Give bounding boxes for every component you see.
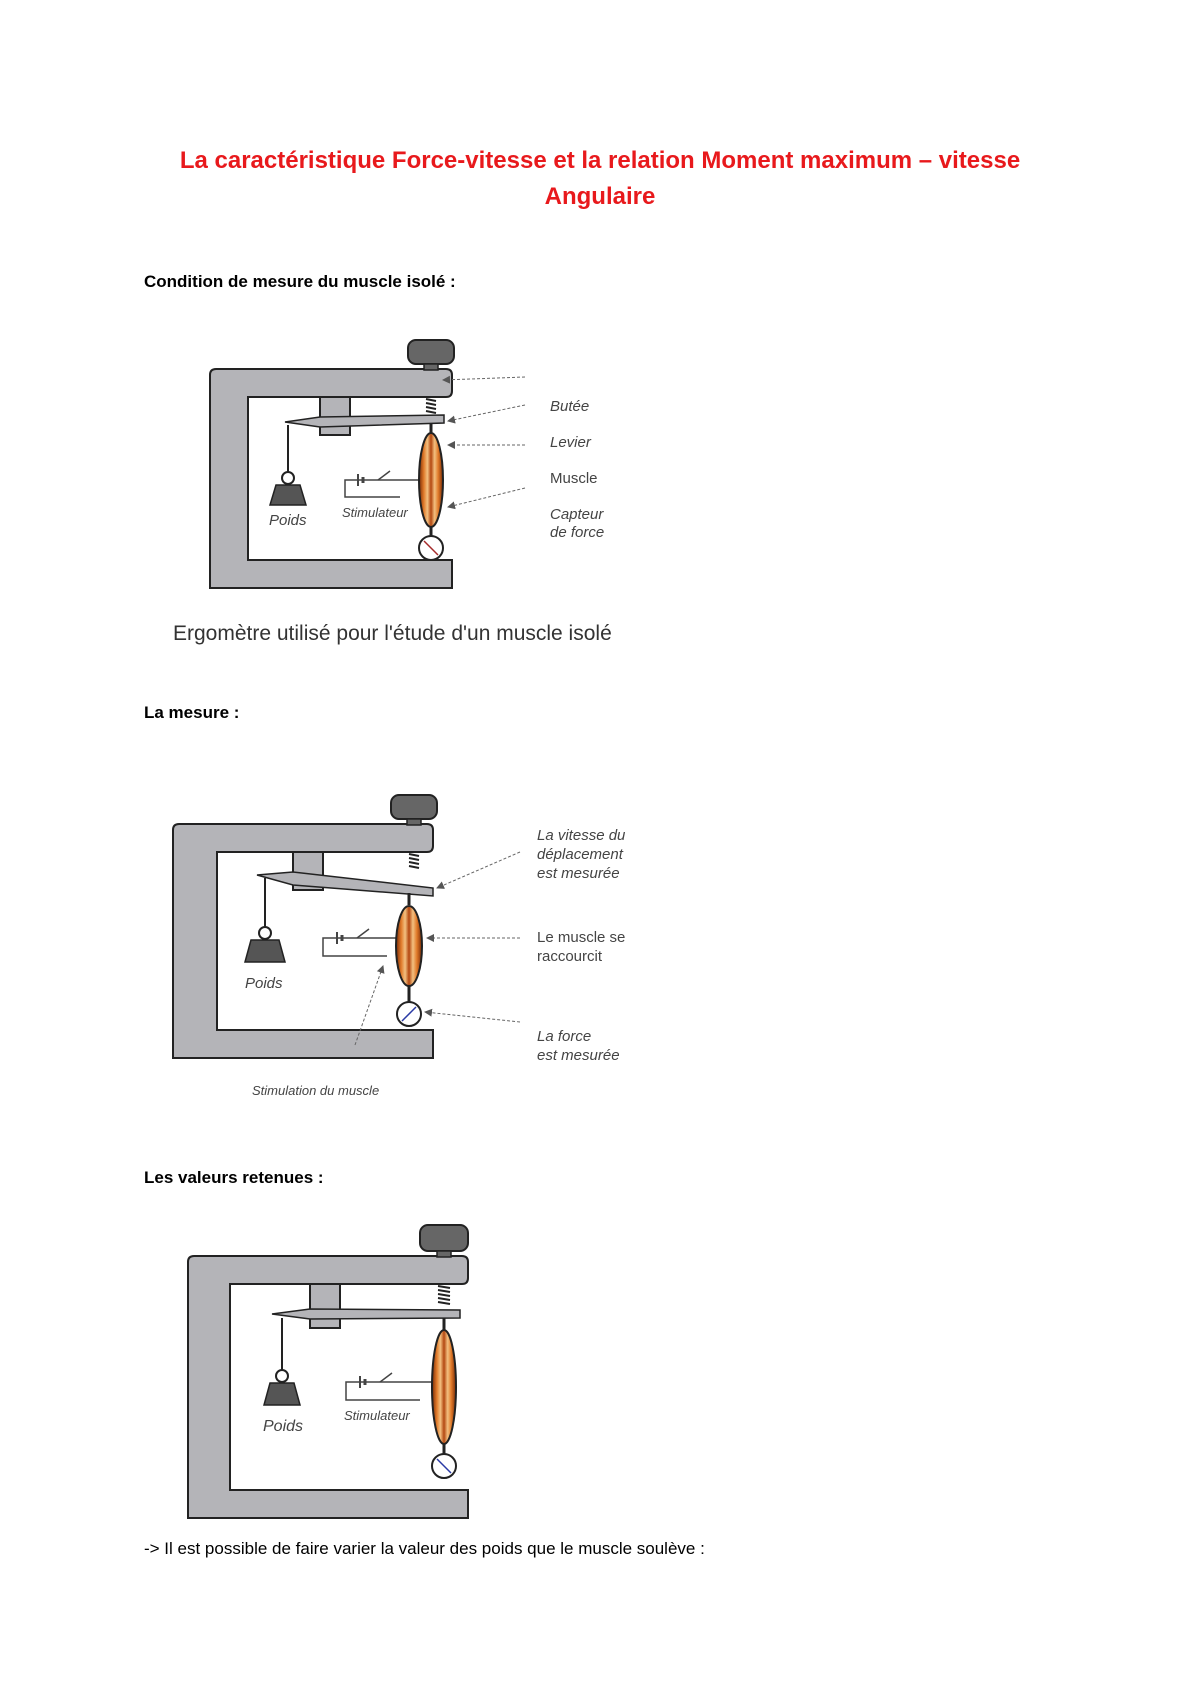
label-force-2: est mesurée xyxy=(537,1047,620,1064)
label-stimulateur: Stimulateur xyxy=(342,505,408,520)
label-muscle-1: Le muscle se xyxy=(537,929,626,946)
ergometer-diagram-values xyxy=(180,1222,480,1532)
label-stimulateur-3: Stimulateur xyxy=(344,1408,410,1423)
label-muscle: Muscle xyxy=(550,470,598,487)
label-stimulation: Stimulation du muscle xyxy=(252,1083,380,1098)
ergometer-diagram-measurement xyxy=(165,790,685,1110)
label-poids: Poids xyxy=(269,512,307,529)
label-levier: Levier xyxy=(550,434,591,451)
section-heading-mesure: La mesure : xyxy=(144,703,240,722)
label-vitesse-3: est mesurée xyxy=(537,865,620,882)
label-vitesse-1: La vitesse du xyxy=(537,827,626,844)
label-poids-2: Poids xyxy=(245,975,283,992)
page-title: La caractéristique Force-vitesse et la relation Moment maximum – vitesse Angulaire xyxy=(179,147,1021,210)
label-capteur-2: de force xyxy=(550,524,605,541)
section-heading-condition: Condition de mesure du muscle isolé : xyxy=(144,272,456,291)
figure-caption: Ergomètre utilisé pour l'étude d'un muscle isolé xyxy=(173,622,612,645)
label-force-1: La force xyxy=(537,1028,592,1045)
section-heading-valeurs: Les valeurs retenues : xyxy=(144,1168,324,1187)
label-muscle-2: raccourcit xyxy=(537,948,603,965)
label-vitesse-2: déplacement xyxy=(537,846,623,863)
label-butee: Butée xyxy=(550,398,590,415)
label-poids-3: Poids xyxy=(263,1418,304,1435)
label-capteur-1: Capteur xyxy=(550,506,604,523)
ergometer-diagram-isolated xyxy=(200,335,620,597)
footer-text: -> Il est possible de faire varier la valeur des poids que le muscle soulève : xyxy=(144,1539,705,1558)
